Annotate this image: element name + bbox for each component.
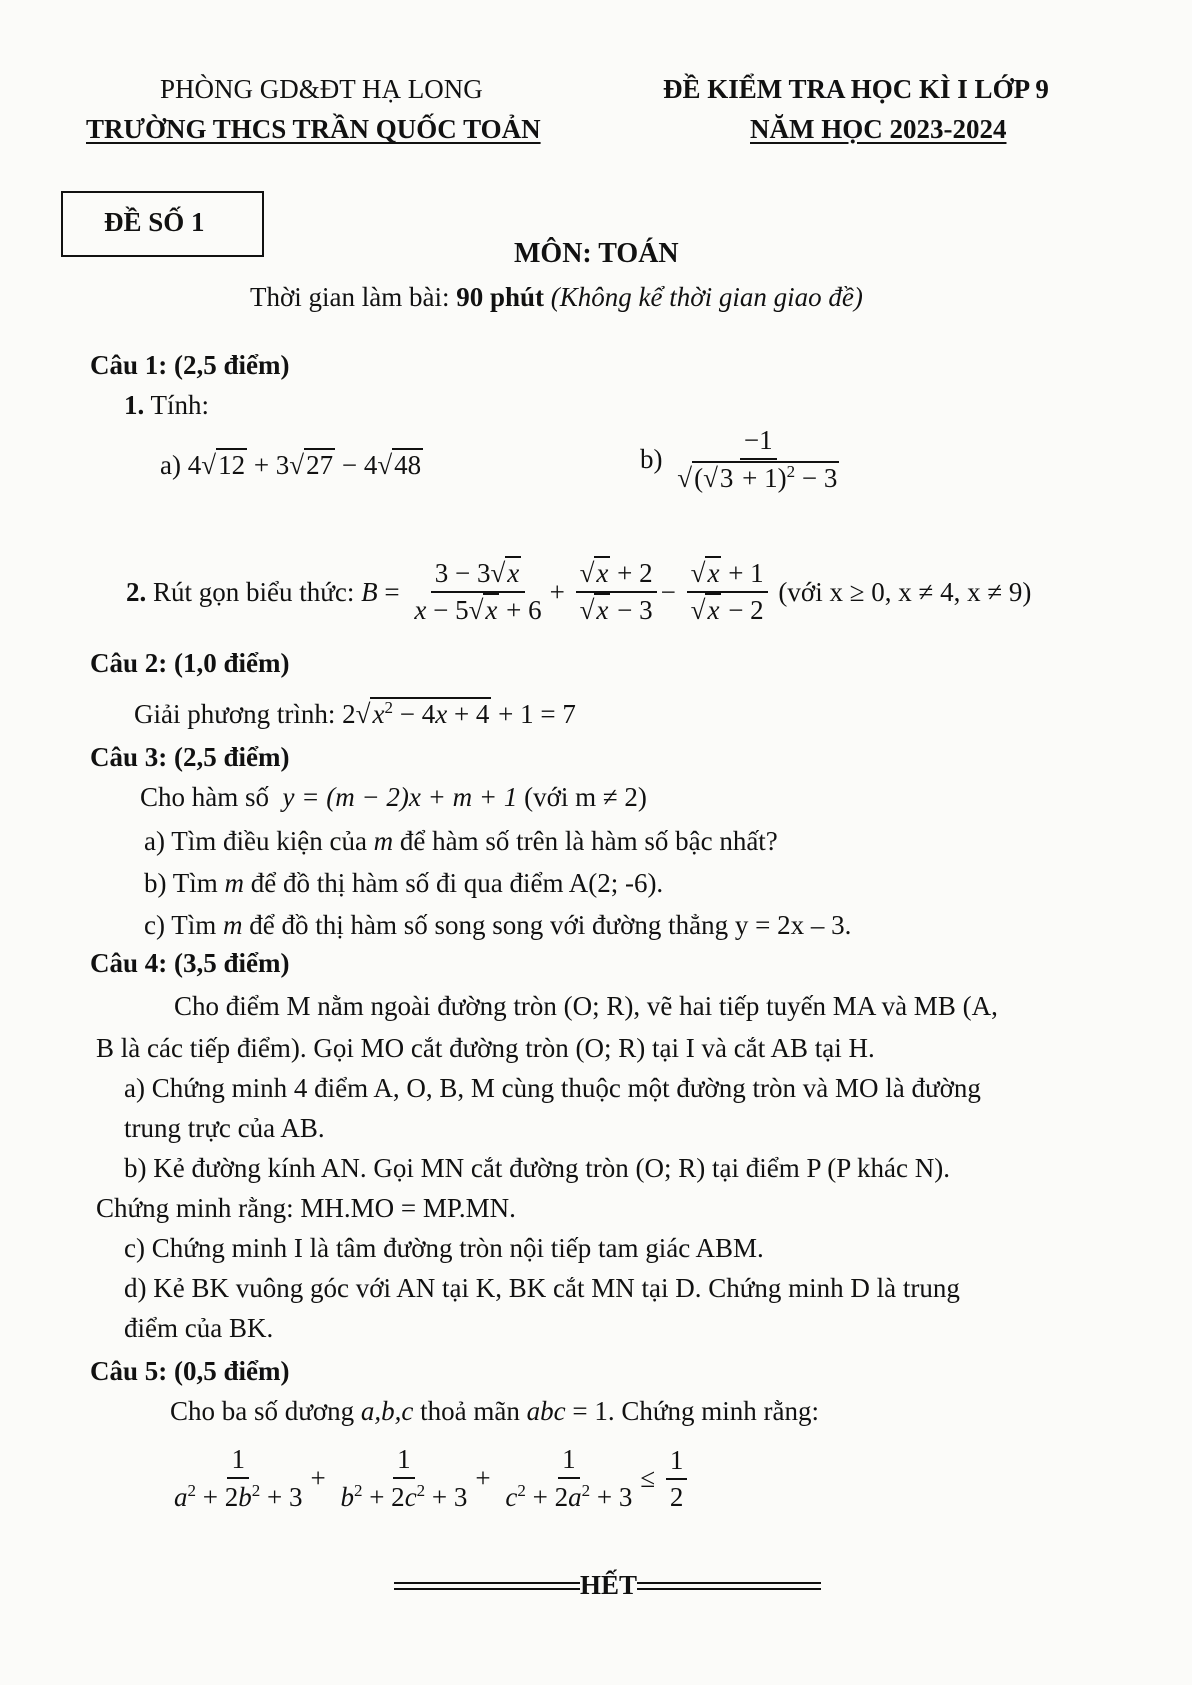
q4-line-3: a) Chứng minh 4 điểm A, O, B, M cùng thuộc một đường tròn và MO là đường xyxy=(124,1073,981,1103)
q1-part2-number: 2. xyxy=(126,576,147,607)
q3-c-pre: c) Tìm xyxy=(144,910,223,940)
q5-intro-line xyxy=(170,1396,819,1427)
q1-part2-fraction-3: $\frac{√x + 1}{√x - 2}$ xyxy=(687,558,768,626)
q1-part2-condition: (với x ≥ 0, x ≠ 4, x ≠ 9) xyxy=(778,576,1032,607)
q5-eq: = 1 xyxy=(565,1396,608,1426)
q5-fraction-3: $\frac{1}{c^2 + 2a^2 + 3}$ xyxy=(505,1444,633,1512)
q5-mid: thoả mãn xyxy=(413,1396,527,1426)
q5-vars: a,b,c xyxy=(360,1396,414,1426)
q1-part1-label: Tính: xyxy=(150,390,210,420)
q3-intro-line xyxy=(140,782,647,813)
q1-part1-number: 1. xyxy=(124,390,145,420)
q1-b-label: b) xyxy=(640,444,663,474)
q3-b-pre: b) Tìm xyxy=(144,868,225,898)
q3-title: Câu 3: (2,5 điểm) xyxy=(90,742,290,772)
q3-c-post: để đồ thị hàm số song song với đường thẳng y = 2x – 3. xyxy=(242,910,852,940)
subject-title: MÔN: TOÁN xyxy=(514,238,679,269)
q1-a-expression: a) 4√12 + 3√27 − 4√48 xyxy=(160,450,422,480)
q4-line-1: Cho điểm M nằm ngoài đường tròn (O; R), vẽ hai tiếp tuyến MA và MB (A, xyxy=(174,991,998,1021)
q4-title: Câu 4: (3,5 điểm) xyxy=(90,948,290,978)
end-label: HẾT xyxy=(580,1570,638,1601)
q5-post: . Chứng minh rằng: xyxy=(607,1396,819,1426)
exam-code: ĐỀ SỐ 1 xyxy=(104,207,205,237)
q2-text: Giải phương trình: xyxy=(134,699,336,729)
q2-title: Câu 2: (1,0 điểm) xyxy=(90,648,290,678)
end-rule-left xyxy=(394,1582,580,1590)
q3-intro: Cho hàm số xyxy=(140,782,270,812)
q3-c xyxy=(144,910,851,941)
q3-function: y = (m − 2)x + m + 1 xyxy=(282,782,518,812)
q1-b-fraction: $\frac{-1}{√(√3 + 1)^2 - 3}$ xyxy=(677,425,838,493)
q3-a-pre: a) Tìm điều kiện của xyxy=(144,826,374,856)
q3-a-m: m xyxy=(373,826,394,856)
school-year: NĂM HỌC 2023-2024 xyxy=(750,114,1007,144)
time-prefix: Thời gian làm bài: xyxy=(250,282,457,312)
time-note: (Không kể thời gian giao đề) xyxy=(550,282,863,312)
q3-b-post: để đồ thị hàm số đi qua điểm A(2; -6). xyxy=(244,868,664,898)
q3-b-m: m xyxy=(224,868,244,898)
q5-fraction-rhs: $\frac{1}{2}$ xyxy=(666,1445,688,1513)
end-rule-right xyxy=(637,1582,821,1590)
end-marker xyxy=(394,1568,821,1601)
q1-part1 xyxy=(124,390,209,421)
q3-b xyxy=(144,868,663,899)
q1-a-label: a) xyxy=(160,450,181,480)
q5-fraction-2: $\frac{1}{b^2 + 2c^2 + 3}$ xyxy=(340,1444,468,1512)
q1-part2-fraction-1: $\frac{3 - 3√x}{x - 5√x + 6}$ xyxy=(414,558,542,625)
q3-a xyxy=(144,826,778,857)
q2-line: Giải phương trình: $2√x^2 - 4x + 4 + 1 = 7$ xyxy=(134,698,576,729)
q4-line-9: điểm của BK. xyxy=(124,1313,274,1343)
q1-part2-label: Rút gọn biểu thức: xyxy=(153,576,355,607)
q4-line-6: Chứng minh rằng: MH.MO = MP.MN. xyxy=(96,1193,516,1223)
school-name: TRƯỜNG THCS TRẦN QUỐC TOẢN xyxy=(86,114,541,144)
q4-line-8: d) Kẻ BK vuông góc với AN tại K, BK cắt MN tại D. Chứng minh D là trung xyxy=(124,1273,960,1303)
q5-title: Câu 5: (0,5 điểm) xyxy=(90,1356,290,1386)
q3-c-m: m xyxy=(222,910,243,940)
q4-line-5: b) Kẻ đường kính AN. Gọi MN cắt đường tròn (O; R) tại điểm P (P khác N). xyxy=(124,1153,950,1183)
q5-fraction-1: $\frac{1}{a^2 + 2b^2 + 3}$ xyxy=(174,1444,303,1512)
exam-title: ĐỀ KIỂM TRA HỌC KÌ I LỚP 9 xyxy=(663,74,1049,104)
q5-pre: Cho ba số dương xyxy=(170,1396,361,1426)
q3-condition: (với m ≠ 2) xyxy=(524,782,647,812)
q1-b-expression xyxy=(640,425,847,494)
q4-line-7: c) Chứng minh I là tâm đường tròn nội tiếp tam giác ABM. xyxy=(124,1233,764,1263)
q1-title: Câu 1: (2,5 điểm) xyxy=(90,350,290,380)
q1-part2-fraction-2: $\frac{√x + 2}{√x - 3}$ xyxy=(576,558,657,626)
q3-a-post: để hàm số trên là hàm số bậc nhất? xyxy=(393,826,778,856)
q5-cond: abc xyxy=(526,1396,566,1426)
time-line xyxy=(250,282,863,313)
q4-line-4: trung trực của AB. xyxy=(124,1113,325,1143)
department-name: PHÒNG GD&ĐT HẠ LONG xyxy=(160,74,483,104)
q5-inequality: $\frac{1}{a^2 + 2b^2 + 3}$ + $\frac{1}{b^2 + 2c^2 + 3}$ + $\frac{1}{c^2 + 2a^2 + 3}$ ≤ $\frac{1}{2}$ xyxy=(166,1444,691,1513)
q1-part2-line: 2. Rút gọn biểu thức: B = $\frac{3 - 3√x}{x - 5√x + 6}$ + $\frac{√x + 2}{√x - 3}$ − $\frac{√x + 1}{√x - 2}$ (với x ≥ 0, x ≠ 4, x ≠ 9) xyxy=(126,558,1032,625)
time-value: 90 phút xyxy=(456,282,545,312)
q4-line-2: B là các tiếp điểm). Gọi MO cắt đường tròn (O; R) tại I và cắt AB tại H. xyxy=(96,1033,875,1063)
